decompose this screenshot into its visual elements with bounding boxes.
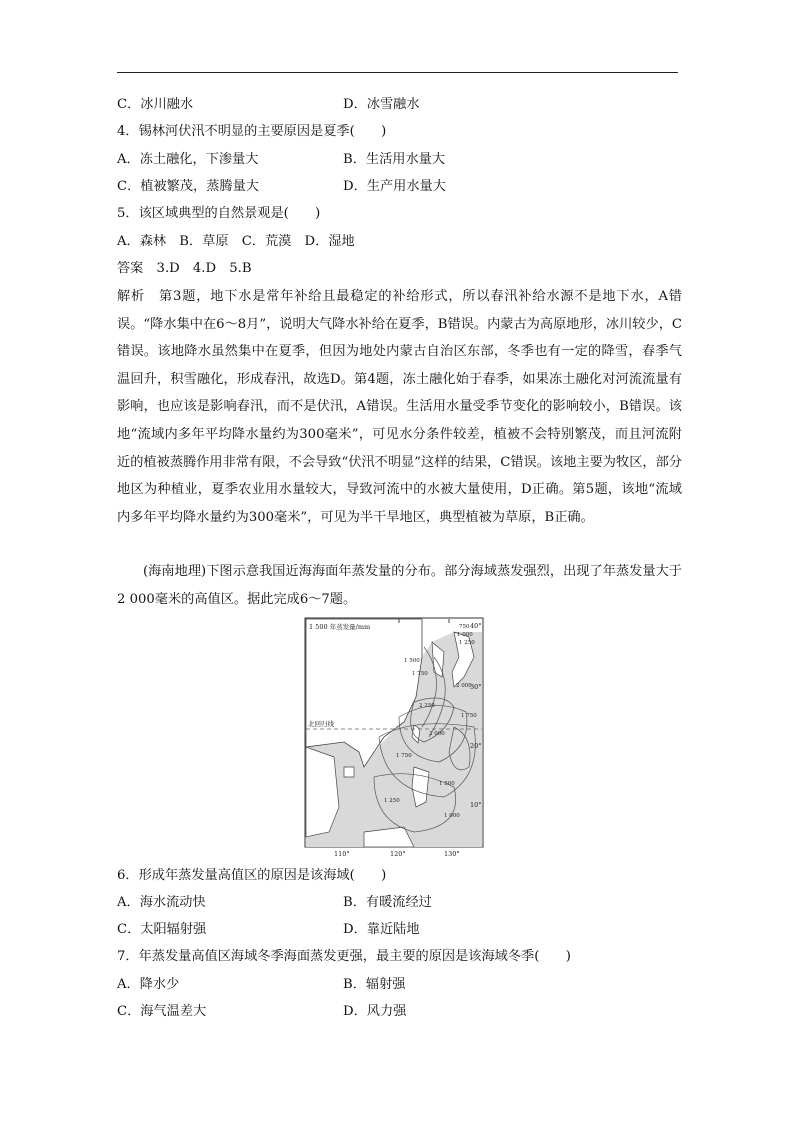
- contour-label: 1 750: [396, 753, 412, 759]
- contour-label: 1 500: [404, 658, 420, 664]
- contour-label: 750: [459, 624, 470, 630]
- q6-option-b: B．有暖流经过: [343, 895, 432, 910]
- q5-options: A．森林 B．草原 C．荒漠 D．湿地: [117, 234, 355, 249]
- q4-option-d: D．生产用水量大: [343, 179, 446, 194]
- q4-option-a: A．冻土融化，下渗量大: [117, 152, 259, 167]
- map-legend: 1 500 年蒸发量/mm: [309, 623, 371, 631]
- q4-option-b: B．生活用水量大: [343, 152, 446, 167]
- header-rule: [117, 72, 678, 73]
- evaporation-map: [304, 617, 486, 857]
- q5-stem: 5．该区域典型的自然景观是( ): [117, 206, 321, 221]
- contour-label: 2 000: [456, 683, 472, 689]
- analysis-paragraph: 解析 第3题，地下水是常年补给且最稳定的补给形式，所以春汛补给水源不是地下水，A错误。“降水集中在6～8月”，说明大气降水补给在夏季，B错误。内蒙古为高原地形，冰川较少，C错误。该地降水虽然集中在夏季，但因为地处内蒙古自治区东部，冬季也有一定的降雪，春季气温回升，积雪融化，形成春汛，故选D。第4题，冻土融化始于春季，如果冻土融化对河流流量有影响，也应该是影响春汛，而不是伏汛，A错误。生活用水量受季节变化的影响较小，B错误。该地“流域内多年平均降水量约为300毫米”，可见水分条件较差，植被不会特别繁茂，而且河流附近的植被蒸腾作用非常有限，不会导致“伏汛不明显”这样的结果，C错误。该地主要为牧区，部分地区为种植业，夏季农业用水量较大，导致河流中的水被大量使用，D正确。第5题，该地“流域内多年平均降水量约为300毫米”，可见为半干旱地区，典型植被为草原，B正确。: [117, 289, 682, 525]
- q4-options-row-2: [117, 178, 446, 196]
- lat-label: 10°: [470, 801, 482, 809]
- q6-option-a: A．海水流动快: [117, 895, 206, 910]
- q6-option-d: D．靠近陆地: [343, 922, 420, 937]
- q7-option-b: B．辐射强: [343, 977, 406, 992]
- tropic-label: 北回归线: [308, 720, 334, 728]
- contour-label: 1 750: [412, 671, 428, 677]
- contour-label: 2 000: [429, 731, 445, 737]
- q6-option-c: C．太阳辐射强: [117, 922, 207, 937]
- contour-label: 1 250: [384, 798, 400, 804]
- q6-options-row-2: [117, 921, 420, 939]
- contour-label: 2 250: [419, 703, 435, 709]
- q6-stem: 6．形成年蒸发量高值区的原因是该海域( ): [117, 868, 387, 883]
- lat-label: 20°: [470, 742, 482, 750]
- q6-options-row-1: [117, 894, 432, 912]
- q7-options-row-2: [117, 1003, 407, 1021]
- contour-label: 1 000: [457, 632, 473, 638]
- contour-label: 1 750: [461, 713, 477, 719]
- lon-label: 130°: [444, 850, 460, 857]
- q4-stem: 4．锡林河伏汛不明显的主要原因是夏季( ): [117, 124, 387, 139]
- hainan-island: [344, 767, 354, 777]
- q3-options-row: [117, 96, 420, 114]
- q4-option-c: C．植被繁茂，蒸腾量大: [117, 179, 259, 194]
- contour-label: 1 500: [439, 781, 455, 787]
- q7-option-a: A．降水少: [117, 977, 180, 992]
- q7-option-d: D．风力强: [343, 1004, 407, 1019]
- q7-options-row-1: [117, 976, 406, 994]
- lon-label: 120°: [390, 850, 406, 857]
- lat-label: 40°: [470, 622, 482, 630]
- contour-label: 1 000: [444, 813, 460, 819]
- contour-label: 1 250: [459, 640, 475, 646]
- philippines-islands: [412, 767, 429, 807]
- answer-line: 答案 3.D 4.D 5.B: [117, 261, 252, 276]
- q7-stem: 7．年蒸发量高值区海域冬季海面蒸发更强，最主要的原因是该海域冬季( ): [117, 949, 571, 964]
- q3-option-d: D．冰雪融水: [343, 97, 420, 112]
- intro-paragraph: (海南地理)下图示意我国近海海面年蒸发量的分布。部分海域蒸发强烈，出现了年蒸发量大于2 000毫米的高值区。据此完成6～7题。: [117, 564, 682, 607]
- lat-label: 30°: [470, 683, 482, 691]
- lon-label: 110°: [334, 850, 350, 857]
- q4-options-row-1: [117, 151, 446, 169]
- q7-option-c: C．海气温差大: [117, 1004, 207, 1019]
- q3-option-c: C．冰川融水: [117, 97, 194, 112]
